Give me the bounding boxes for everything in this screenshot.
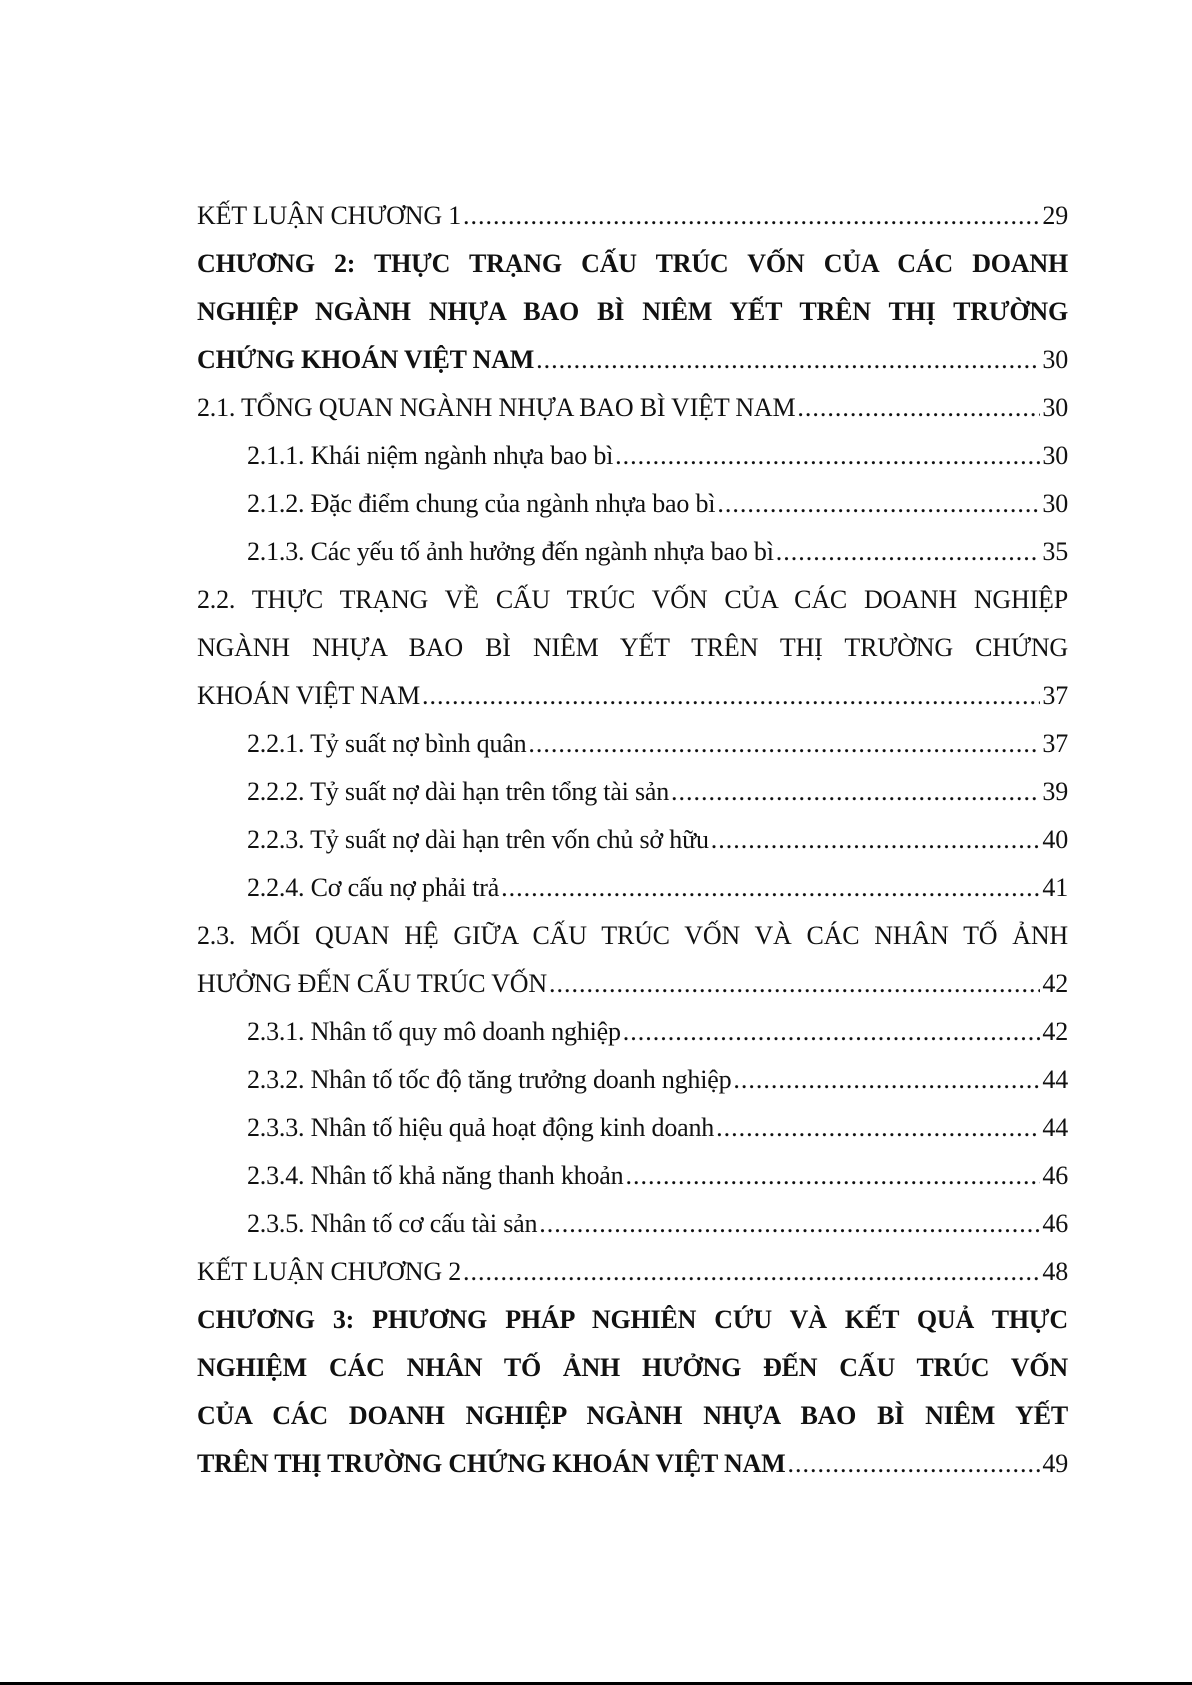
page-number: 29 [1042, 201, 1068, 230]
dot-leader [717, 480, 1040, 528]
page-number: 35 [1042, 537, 1068, 566]
toc-entry-last-line [197, 192, 1068, 240]
page-number: 30 [1042, 489, 1068, 518]
dot-leader [422, 672, 1040, 720]
toc-entry-last-line [197, 384, 1068, 432]
toc-entry-text: 2.2.2. Tỷ suất nợ dài hạn trên tổng tài sản [247, 777, 670, 806]
page-number: 46 [1042, 1209, 1068, 1238]
table-of-contents [197, 192, 1068, 1488]
toc-section-entry[interactable] [197, 1248, 1068, 1296]
toc-chapter-entry[interactable] [197, 1296, 1068, 1488]
toc-entry-last-line [247, 528, 1068, 576]
page-number: 48 [1042, 1257, 1068, 1286]
page-number: 42 [1042, 1017, 1068, 1046]
toc-entry-last-line [197, 1440, 1068, 1488]
dot-leader [501, 864, 1040, 912]
toc-entry-last-line [247, 864, 1068, 912]
toc-subsection-entry[interactable] [197, 432, 1068, 480]
toc-entry-last-line [247, 1008, 1068, 1056]
toc-entry-text: 2.3.4. Nhân tố khả năng thanh khoản [247, 1161, 624, 1190]
toc-entry-last-line [197, 1248, 1068, 1296]
dot-leader [776, 528, 1041, 576]
toc-subsection-entry[interactable] [197, 720, 1068, 768]
toc-subsection-entry[interactable] [197, 1152, 1068, 1200]
page-number: 44 [1042, 1065, 1068, 1094]
dot-leader [463, 192, 1040, 240]
page-number: 49 [1042, 1449, 1068, 1478]
page-number: 46 [1042, 1161, 1068, 1190]
toc-entry-text: 2.2.4. Cơ cấu nợ phải trả [247, 873, 500, 902]
toc-entry-last-line [247, 480, 1068, 528]
toc-entry-last-line [247, 720, 1068, 768]
toc-subsection-entry[interactable] [197, 816, 1068, 864]
toc-entry-last-line [197, 672, 1068, 720]
toc-entry-text: 2.2.1. Tỷ suất nợ bình quân [247, 729, 527, 758]
dot-leader [539, 1200, 1040, 1248]
toc-subsection-entry[interactable] [197, 1056, 1068, 1104]
toc-entry-text: 2.3.1. Nhân tố quy mô doanh nghiệp [247, 1017, 621, 1046]
page-number: 40 [1042, 825, 1068, 854]
page-number: 30 [1042, 393, 1068, 422]
dot-leader [625, 1152, 1040, 1200]
toc-section-entry[interactable] [197, 912, 1068, 1008]
toc-section-entry[interactable] [197, 384, 1068, 432]
toc-entry-text: NGHIỆM CÁC NHÂN TỐ ẢNH HƯỞNG ĐẾN CẤU TRÚC VỐN [197, 1353, 1068, 1382]
toc-entry-text: KẾT LUẬN CHƯƠNG 2 [197, 1257, 462, 1286]
dot-leader [716, 1104, 1040, 1152]
dot-leader [787, 1440, 1040, 1488]
toc-entry-text: 2.3.2. Nhân tố tốc độ tăng trưởng doanh nghiệp [247, 1065, 732, 1094]
dot-leader [536, 336, 1040, 384]
toc-entry-text: 2.1.1. Khái niệm ngành nhựa bao bì [247, 441, 614, 470]
page-number: 44 [1042, 1113, 1068, 1142]
dot-leader [623, 1008, 1041, 1056]
dot-leader [549, 960, 1040, 1008]
toc-entry-text: TRÊN THỊ TRƯỜNG CHỨNG KHOÁN VIỆT NAM [197, 1449, 786, 1478]
toc-entry-text: 2.1.2. Đặc điểm chung của ngành nhựa bao bì [247, 489, 716, 518]
dot-leader [797, 384, 1040, 432]
toc-subsection-entry[interactable] [197, 864, 1068, 912]
toc-entry-last-line [197, 336, 1068, 384]
toc-entry-text: CHƯƠNG 3: PHƯƠNG PHÁP NGHIÊN CỨU VÀ KẾT QUẢ THỰC [197, 1305, 1068, 1334]
toc-subsection-entry[interactable] [197, 1104, 1068, 1152]
toc-entry-last-line [247, 768, 1068, 816]
dot-leader [733, 1056, 1040, 1104]
toc-entry-text: 2.2. THỰC TRẠNG VỀ CẤU TRÚC VỐN CỦA CÁC DOANH NGHIỆP [197, 585, 1068, 614]
toc-entry-last-line [247, 816, 1068, 864]
toc-entry-last-line [247, 1152, 1068, 1200]
page-number: 37 [1042, 681, 1068, 710]
page-number: 42 [1042, 969, 1068, 998]
dot-leader [671, 768, 1040, 816]
toc-entry-text: KHOÁN VIỆT NAM [197, 681, 421, 710]
dot-leader [711, 816, 1041, 864]
toc-entry-text: NGHIỆP NGÀNH NHỰA BAO BÌ NIÊM YẾT TRÊN THỊ TRƯỜNG [197, 297, 1068, 326]
toc-entry-text: HƯỞNG ĐẾN CẤU TRÚC VỐN [197, 969, 547, 998]
page-number: 30 [1042, 441, 1068, 470]
toc-entry-text: 2.3. MỐI QUAN HỆ GIỮA CẤU TRÚC VỐN VÀ CÁC NHÂN TỐ ẢNH [197, 921, 1068, 950]
page-number: 37 [1042, 729, 1068, 758]
toc-entry-last-line [247, 432, 1068, 480]
toc-section-entry[interactable] [197, 576, 1068, 720]
toc-entry-last-line [247, 1200, 1068, 1248]
toc-entry-text: 2.3.3. Nhân tố hiệu quả hoạt động kinh doanh [247, 1113, 715, 1142]
toc-entry-text: CHỨNG KHOÁN VIỆT NAM [197, 345, 535, 374]
toc-entry-last-line [247, 1056, 1068, 1104]
toc-entry-text: CỦA CÁC DOANH NGHIỆP NGÀNH NHỰA BAO BÌ NIÊM YẾT [197, 1401, 1068, 1430]
dot-leader [615, 432, 1040, 480]
page-number: 30 [1042, 345, 1068, 374]
toc-section-entry[interactable] [197, 192, 1068, 240]
toc-subsection-entry[interactable] [197, 1200, 1068, 1248]
toc-entry-text: 2.3.5. Nhân tố cơ cấu tài sản [247, 1209, 538, 1238]
toc-chapter-entry[interactable] [197, 240, 1068, 384]
toc-subsection-entry[interactable] [197, 768, 1068, 816]
dot-leader [463, 1248, 1040, 1296]
toc-entry-text: 2.1. TỔNG QUAN NGÀNH NHỰA BAO BÌ VIỆT NAM [197, 393, 796, 422]
toc-subsection-entry[interactable] [197, 1008, 1068, 1056]
toc-entry-text: 2.2.3. Tỷ suất nợ dài hạn trên vốn chủ sở hữu [247, 825, 709, 854]
page-number: 41 [1042, 873, 1068, 902]
toc-entry-text: KẾT LUẬN CHƯƠNG 1 [197, 201, 462, 230]
toc-entry-text: 2.1.3. Các yếu tố ảnh hưởng đến ngành nhựa bao bì [247, 537, 774, 566]
dot-leader [528, 720, 1040, 768]
toc-entry-last-line [197, 960, 1068, 1008]
toc-entry-text: NGÀNH NHỰA BAO BÌ NIÊM YẾT TRÊN THỊ TRƯỜNG CHỨNG [197, 633, 1068, 662]
toc-entry-last-line [247, 1104, 1068, 1152]
toc-subsection-entry[interactable] [197, 480, 1068, 528]
toc-entry-text: CHƯƠNG 2: THỰC TRẠNG CẤU TRÚC VỐN CỦA CÁC DOANH [197, 249, 1068, 278]
toc-subsection-entry[interactable] [197, 528, 1068, 576]
page-number: 39 [1042, 777, 1068, 806]
